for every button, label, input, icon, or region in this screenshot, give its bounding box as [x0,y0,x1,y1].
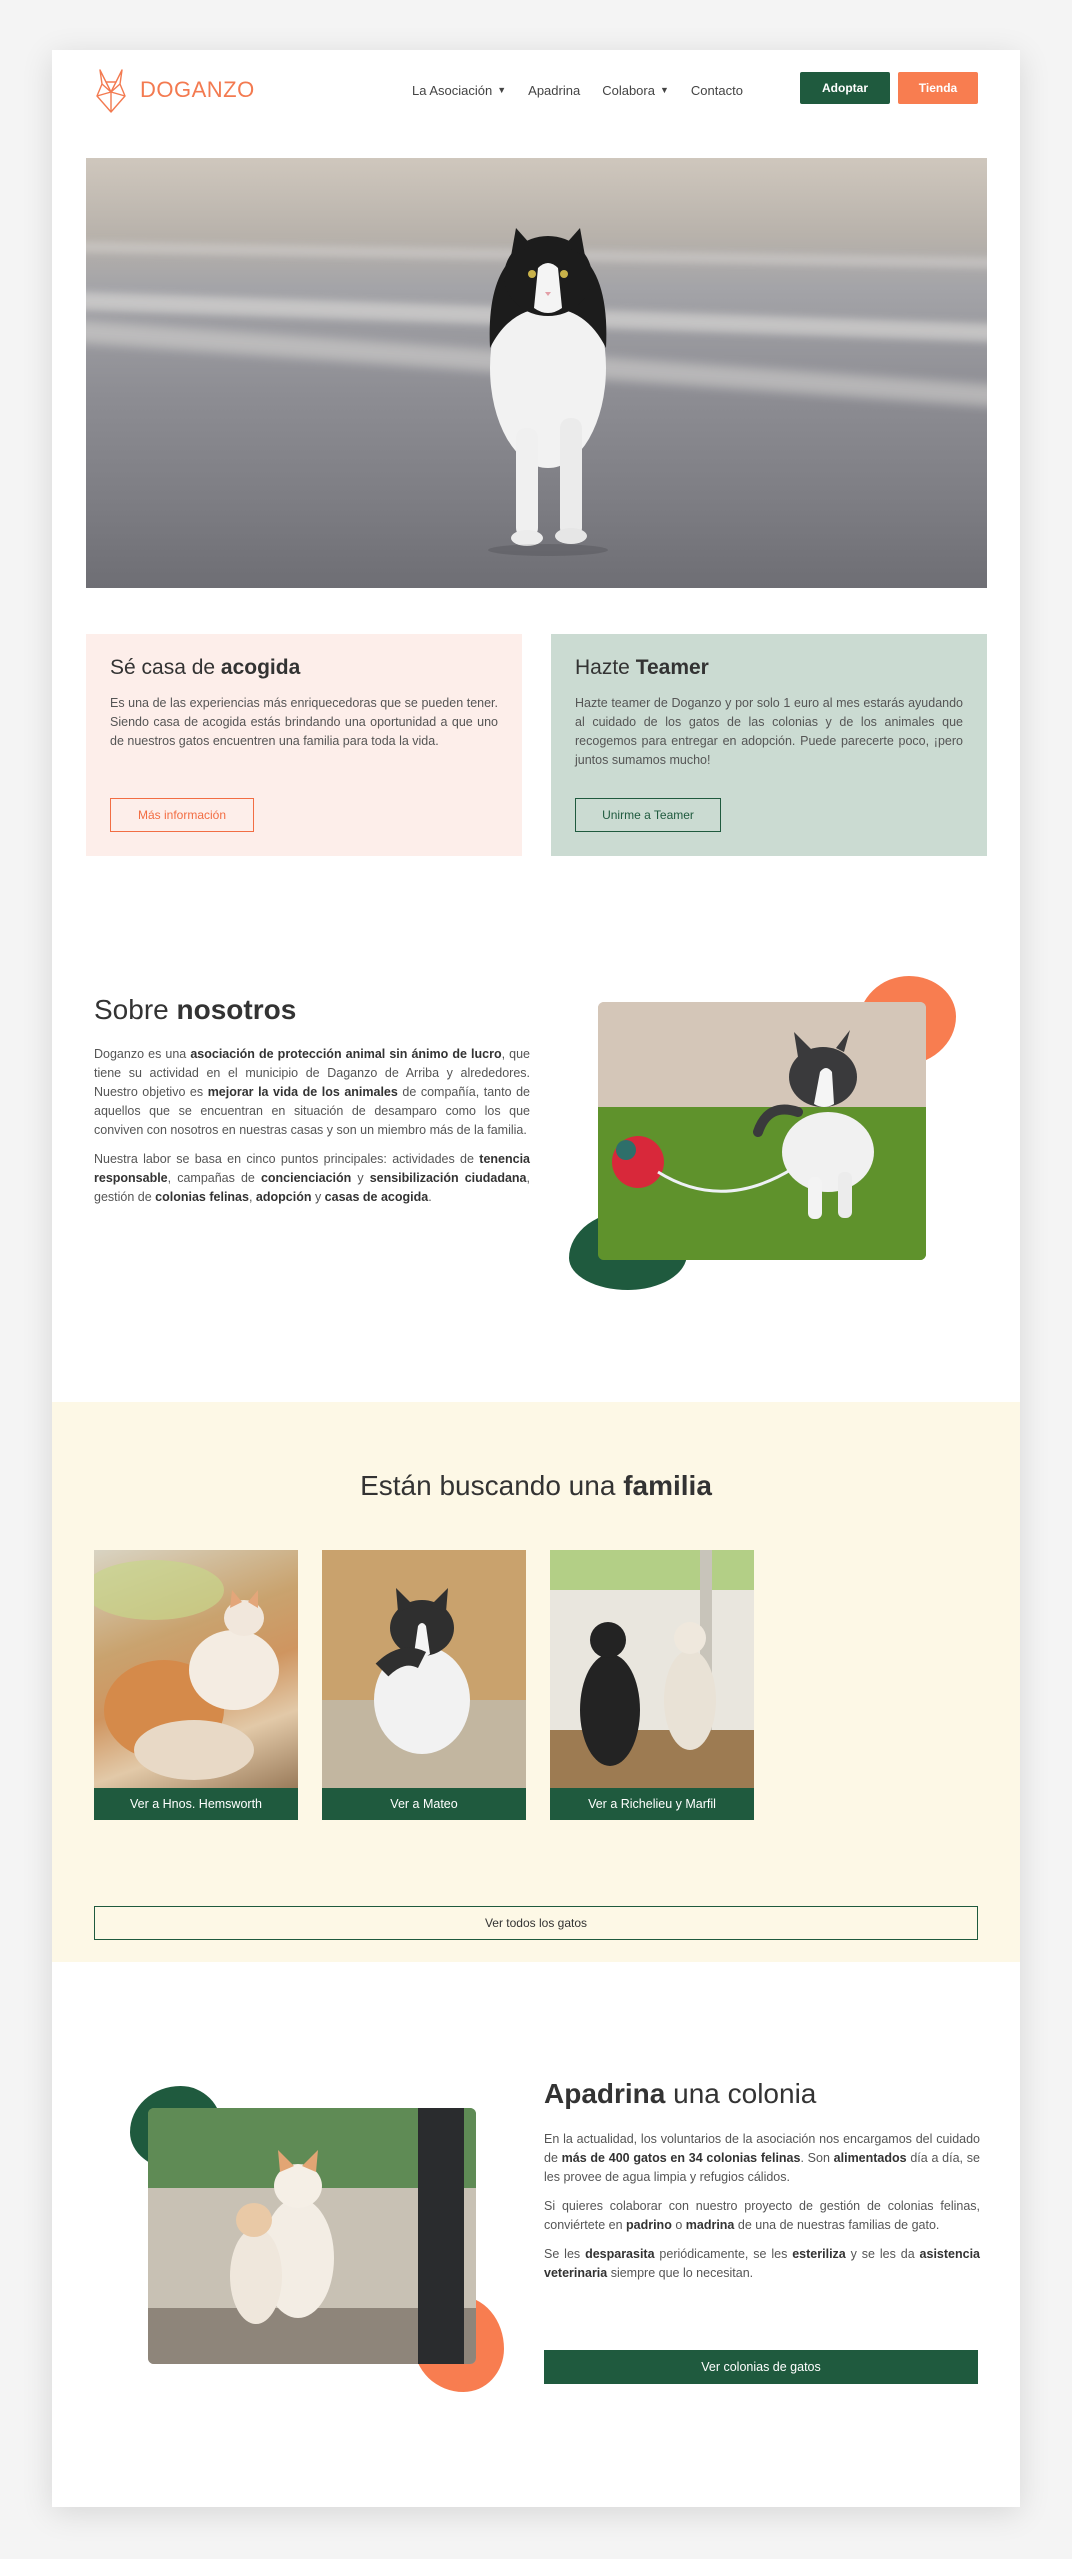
nav-label: Contacto [690,82,743,98]
colony-paragraph [544,2245,980,2283]
cat-photo [94,1550,298,1788]
adoptar-button[interactable]: Adoptar [800,72,890,104]
nav-label: Colabora [602,82,655,98]
text-run: , que tiene su actividad en el municipio de Daganzo de Arriba y alrededores. Nuestro objetivo es [94,1047,530,1099]
text-run: . [428,1190,432,1204]
text-run: día a día, se les provee de agua limpia y refugios cálidos. [544,2151,980,2184]
logo-text: DOGANZO [140,77,255,102]
caret-down-icon: ▼ [659,85,669,95]
colony-paragraph [544,2130,980,2187]
text-run: siempre que lo necesitan. [607,2266,754,2280]
text-run: , gestión de [94,1171,530,1204]
kitten-photo [598,1002,926,1260]
bold-text: mejorar la vida de los animales [207,1085,398,1099]
text-run: de compañía, tanto de aquellos que se encuentran en situación de desamparo como los que conviven con nosotros en nuestras casas y son un miembro más de la familia. [94,1085,530,1137]
section-title: Están buscando una familia [360,1470,712,1501]
nav-label: Apadrina [528,82,581,98]
text-run: , campañas de [167,1171,261,1185]
kitten-illustration [598,1002,926,1260]
colony-illustration [148,2108,476,2364]
colonies-button[interactable]: Ver colonias de gatos [544,2350,978,2384]
bold-text: tenencia responsable [94,1152,530,1185]
cat-illustration [86,158,987,588]
about-text [94,1045,530,1217]
nav-item-colabora[interactable] [602,83,669,98]
cat-card[interactable] [322,1550,526,1820]
caret-down-icon: ▼ [497,85,507,95]
card-title: Hazte Teamer [575,656,709,679]
text-run: y se les da [845,2247,920,2261]
all-cats-button[interactable]: Ver todos los gatos [94,1906,978,1940]
about-paragraph [94,1150,530,1207]
text-run: y [351,1171,370,1185]
colony-title: Apadrina una colonia [544,2078,817,2109]
text-run: Se les [544,2247,586,2261]
nav-item-contacto[interactable] [691,83,743,98]
colony-cats-photo [148,2108,476,2364]
cat-card-label: Ver a Richelieu y Marfil [550,1788,754,1820]
text-run: En la actualidad, los voluntarios de la asociación nos encargamos del cuidado de [544,2132,980,2165]
logo[interactable] [92,65,255,115]
text-run: y [311,1190,325,1204]
cat-photo [550,1550,754,1788]
text-run: o [671,2218,686,2232]
bold-text: alimentados [833,2151,907,2165]
bold-text: adopción [255,1190,312,1204]
more-info-button[interactable]: Más información [110,798,254,832]
nav-item-la-asociacion[interactable] [412,83,506,98]
card-title: Sé casa de acogida [110,656,301,679]
adoption-section [52,1402,1020,1962]
nav-label: La Asociación [412,82,493,98]
text-run: periódicamente, se les [654,2247,793,2261]
cat-card[interactable] [550,1550,754,1820]
main-nav [412,50,743,130]
text-run: de una de nuestras familias de gato. [734,2218,940,2232]
bold-text: casas de acogida [324,1190,429,1204]
text-run: Si quieres colaborar con nuestro proyecto de gestión de colonias felinas, conviértete en [544,2199,980,2232]
about-paragraph [94,1045,530,1140]
cat-card-label: Ver a Hnos. Hemsworth [94,1788,298,1820]
text-run: Doganzo es una [94,1047,191,1061]
page [52,50,1020,2507]
card-text: Es una de las experiencias más enriquecedoras que se pueden tener. Siendo casa de acogida estás brindando una oportunidad a que uno de nuestros gatos encuentren una familia para toda la vida. [110,696,498,748]
bold-text: padrino [626,2218,672,2232]
text-run: . Son [800,2151,834,2165]
site-header [52,50,1020,130]
bold-text: madrina [685,2218,735,2232]
bold-text: asistencia veterinaria [544,2247,981,2280]
bold-text: esteriliza [792,2247,846,2261]
cat-card-label: Ver a Mateo [322,1788,526,1820]
colony-text [544,2130,980,2293]
fox-logo-icon [92,66,130,114]
bold-text: más de 400 gatos en 34 colonias felinas [561,2151,801,2165]
bold-text: asociación de protección animal sin ánimo de lucro [190,1047,502,1061]
text-run: , [248,1190,256,1204]
bold-text: desparasita [585,2247,655,2261]
cat-photo [322,1550,526,1788]
bold-text: sensibilización ciudadana [369,1171,527,1185]
hero-image [86,158,987,588]
text-run: Nuestra labor se basa en cinco puntos principales: actividades de [94,1152,480,1166]
bold-text: concienciación [260,1171,352,1185]
foster-home-card [86,634,522,856]
join-teamer-button[interactable]: Unirme a Teamer [575,798,721,832]
teamer-card [551,634,987,856]
colony-paragraph [544,2197,980,2235]
card-text: Hazte teamer de Doganzo y por solo 1 euro al mes estarás ayudando al cuidado de los gatos de las colonias y de los animales que recogemos para entregar en adopción. Puede parecerte poco, ¡pero juntos sumamos mucho! [575,696,963,767]
about-title: Sobre nosotros [94,994,297,1025]
bold-text: colonias felinas [155,1190,249,1204]
nav-item-apadrina[interactable] [528,83,580,98]
cat-card[interactable] [94,1550,298,1820]
tienda-button[interactable]: Tienda [898,72,978,104]
